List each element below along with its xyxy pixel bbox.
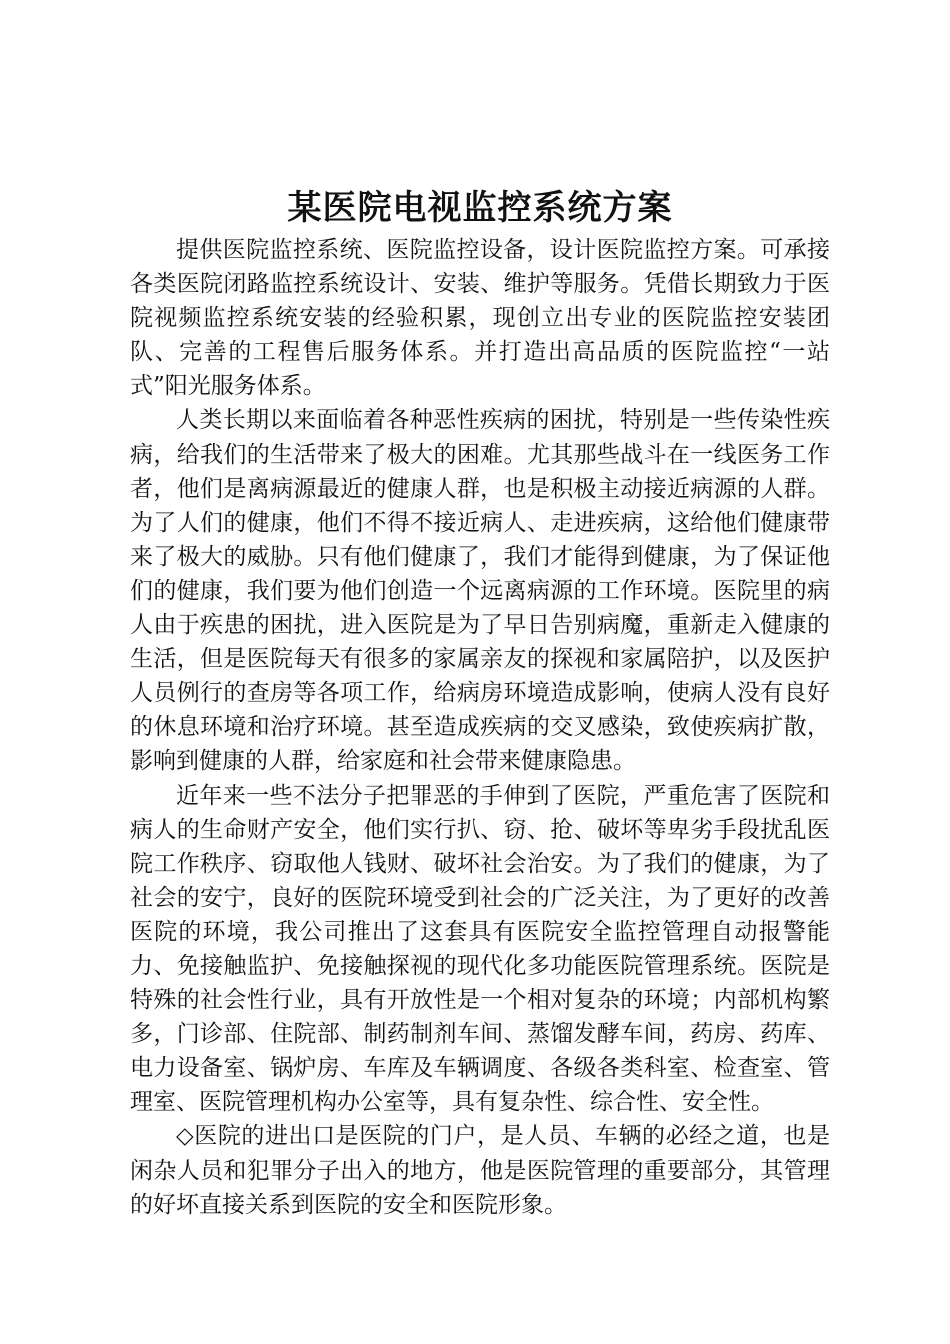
paragraph-disease-risk: 人类长期以来面临着各种恶性疾病的困扰，特别是一些传染性疾病，给我们的生活带来了极大的困难。尤其那些战斗在一线医务工作者，他们是离病源最近的健康人群，也是积极主动接近病源的人群。为了人们的健康，他们不得不接近病人、走进疾病，这给他们健康带来了极大的威胁。只有他们健康了，我们才能得到健康，为了保证他们的健康，我们要为他们创造一个远离病源的工作环境。医院里的病人由于疾患的困扰，进入医院是为了早日告别病魔，重新走入健康的生活，但是医院每天有很多的家属亲友的探视和家属陪护，以及医护人员例行的查房等各项工作，给病房环境造成影响，使病人没有良好的休息环境和治疗环境。甚至造成疾病的交叉感染，致使疾病扩散，影响到健康的人群，给家庭和社会带来健康隐患。 (130, 407, 830, 775)
paragraph-intro: 提供医院监控系统、医院监控设备，设计医院监控方案。可承接各类医院闭路监控系统设计、安装、维护等服务。凭借长期致力于医院视频监控系统安装的经验积累，现创立出专业的医院监控安装团队、完善的工程售后服务体系。并打造出高品质的医院监控“一站式”阳光服务体系。 (130, 237, 830, 400)
document-title: 某医院电视监控系统方案 (287, 188, 673, 228)
paragraph-entrance: ◇医院的进出口是医院的门户，是人员、车辆的必经之道，也是闲杂人员和犯罪分子出入的地方，他是医院管理的重要部分，其管理的好坏直接关系到医院的安全和医院形象。 (130, 1123, 830, 1218)
paragraph-security-need: 近年来一些不法分子把罪恶的手伸到了医院，严重危害了医院和病人的生命财产安全，他们实行扒、窃、抢、破坏等卑劣手段扰乱医院工作秩序、窃取他人钱财、破坏社会治安。为了我们的健康，为了社会的安宁，良好的医院环境受到社会的广泛关注，为了更好的改善医院的环境，我公司推出了这套具有医院安全监控管理自动报警能力、免接触监护、免接触探视的现代化多功能医院管理系统。医院是特殊的社会性行业，具有开放性是一个相对复杂的环境；内部机构繁多，门诊部、住院部、制药制剂车间、蒸馏发酵车间，药房、药库、电力设备室、锅炉房、车库及车辆调度、各级各类科室、检查室、管理室、医院管理机构办公室等，具有复杂性、综合性、安全性。 (130, 782, 830, 1116)
document-page (130, 183, 830, 1222)
